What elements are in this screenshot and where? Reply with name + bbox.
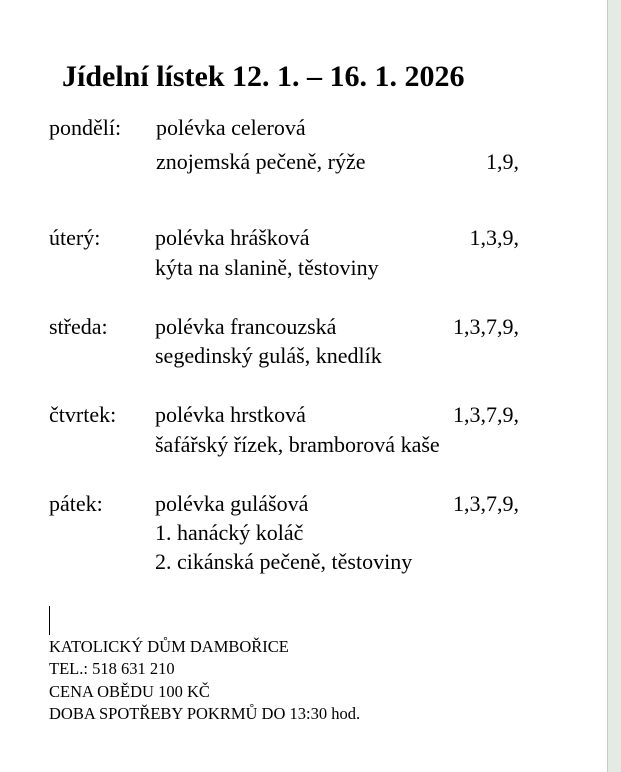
allergens-wednesday: 1,3,7,9,	[453, 314, 519, 339]
dish-friday-main-2: 2. cikánská pečeně, těstoviny	[155, 549, 413, 574]
footer-serving-time: DOBA SPOTŘEBY POKRMŮ DO 13:30 hod.	[49, 704, 361, 723]
allergens-thursday: 1,3,7,9,	[453, 402, 519, 427]
menu-title: Jídelní lístek 12. 1. – 16. 1. 2026	[62, 60, 465, 93]
dish-tuesday-soup: polévka hrášková	[155, 225, 310, 250]
text-cursor	[49, 606, 50, 635]
dish-wednesday-soup: polévka francouzská	[155, 314, 337, 339]
dish-friday-soup: polévka gulášová	[155, 491, 309, 516]
dish-thursday-main: šafářský řízek, bramborová kaše	[155, 432, 440, 457]
footer-price: CENA OBĚDU 100 KČ	[49, 682, 210, 701]
dish-tuesday-main: kýta na slanině, těstoviny	[155, 255, 379, 280]
day-label-friday: pátek:	[49, 491, 103, 516]
allergens-friday: 1,3,7,9,	[453, 491, 519, 516]
dish-friday-main-1: 1. hanácký koláč	[155, 520, 304, 545]
dish-wednesday-main: segedinský guláš, knedlík	[155, 343, 382, 368]
dish-monday-soup: polévka celerová	[156, 115, 306, 140]
allergens-tuesday: 1,3,9,	[469, 225, 519, 250]
page-edge-strip	[607, 0, 621, 772]
footer-restaurant-name: KATOLICKÝ DŮM DAMBOŘICE	[49, 637, 289, 656]
day-label-monday: pondělí:	[49, 115, 122, 140]
footer-phone: TEL.: 518 631 210	[49, 659, 175, 678]
dish-monday-main: znojemská pečeně, rýže	[156, 149, 366, 174]
dish-thursday-soup: polévka hrstková	[155, 402, 306, 427]
day-label-wednesday: středa:	[49, 314, 108, 339]
allergens-monday: 1,9,	[486, 149, 519, 174]
day-label-tuesday: úterý:	[49, 225, 101, 250]
day-label-thursday: čtvrtek:	[49, 402, 117, 427]
